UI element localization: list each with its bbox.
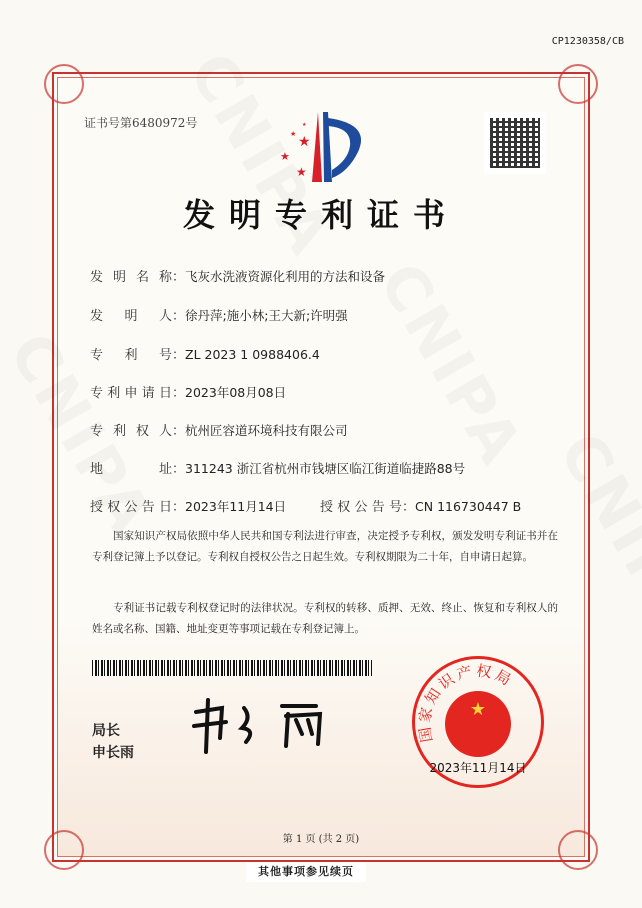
field-patentee: 专利权人：杭州匠容道环境科技有限公司: [90, 423, 348, 439]
seal-text: 国家知识产权局: [415, 661, 517, 744]
svg-text:★: ★: [290, 130, 297, 138]
svg-text:★: ★: [302, 122, 307, 128]
seal-date: 2023年11月14日: [429, 761, 527, 775]
field-grant-date: 授权公告日：2023年11月14日: [90, 499, 287, 515]
certificate-number: 证书号第6480972号: [84, 116, 198, 130]
field-grant-number: 授权公告号：CN 116730447 B: [320, 499, 522, 515]
national-emblem: ★: [445, 691, 511, 757]
svg-text:★: ★: [296, 165, 307, 179]
field-application-date: 专利申请日：2023年08月08日: [90, 385, 287, 401]
field-address: 地址：311243 浙江省杭州市钱塘区临江街道临捷路88号: [90, 461, 466, 477]
field-invention-name: 发明名称：飞灰水洗液资源化利用的方法和设备: [90, 269, 386, 285]
field-patent-number: 专利号：ZL 2023 1 0988406.4: [90, 347, 320, 363]
corner-ornament: [44, 64, 84, 104]
corner-ornament: [558, 64, 598, 104]
director-name: 申长雨: [92, 745, 134, 761]
director-title: 局长: [92, 723, 120, 739]
continued-note: 其他事项参见续页: [246, 862, 366, 882]
svg-text:★: ★: [298, 134, 311, 150]
grant-statement: 国家知识产权局依照中华人民共和国专利法进行审查，决定授予专利权，颁发发明专利证书并在专利登记簿上予以登记。专利权自授权公告之日起生效。专利权期限为二十年，自申请日起算。: [92, 530, 558, 563]
document-code: CP1230358/CB: [551, 36, 624, 47]
cnipa-logo: [276, 112, 366, 186]
barcode: [92, 660, 372, 676]
director-signature: [186, 698, 336, 754]
field-inventors: 发明人：徐丹萍;施小林;王大新;许明强: [90, 308, 348, 324]
official-seal: [412, 656, 544, 788]
svg-text:★: ★: [280, 150, 290, 163]
qr-code: [484, 112, 546, 174]
certificate-title: 发明专利证书: [182, 196, 459, 234]
page-indicator: 第 1 页 (共 2 页): [282, 834, 360, 845]
legal-status-statement: 专利证书记载专利权登记时的法律状况。专利权的转移、质押、无效、终止、恢复和专利权人的姓名或名称、国籍、地址变更等事项记载在专利登记簿上。: [92, 602, 558, 635]
